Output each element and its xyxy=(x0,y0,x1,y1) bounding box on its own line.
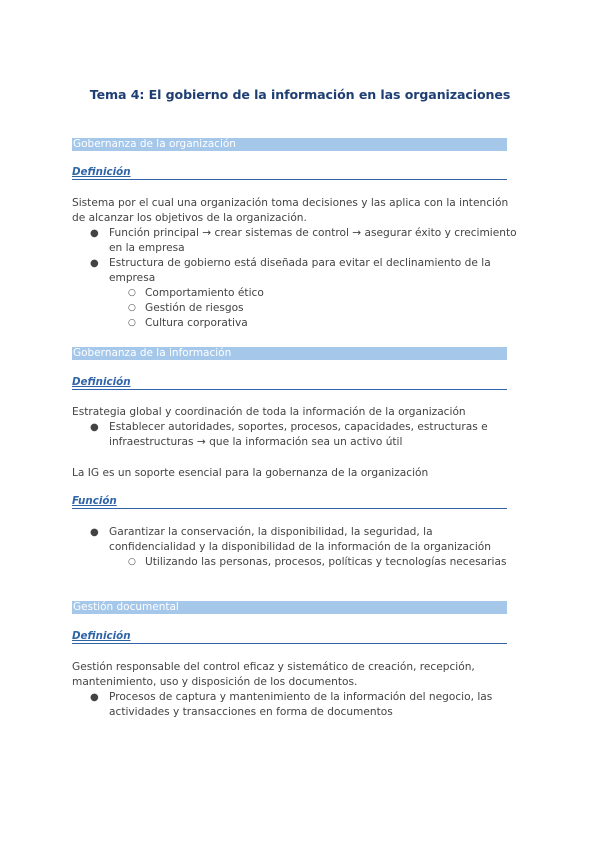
list-item-line: confidencialidad y la disponibilidad de la información de la organización xyxy=(109,541,492,553)
subheading-definicion xyxy=(72,166,507,180)
bullet-icon: ● xyxy=(90,692,99,703)
list-item-line: actividades y transacciones en forma de documentos xyxy=(109,706,393,718)
circle-bullet-icon: ○ xyxy=(128,557,136,567)
paragraph-line: La IG es un soporte esencial para la gobernanza de la organización xyxy=(72,467,429,479)
paragraph-line: de alcanzar los objetivos de la organización. xyxy=(72,212,307,224)
paragraph-line: Estrategia global y coordinación de toda la información de la organización xyxy=(72,406,466,418)
subheading-definicion xyxy=(72,630,507,644)
list-item-line: Garantizar la conservación, la disponibilidad, la seguridad, la xyxy=(109,526,433,538)
paragraph-line: Gestión responsable del control eficaz y sistemático de creación, recepción, xyxy=(72,661,475,673)
list-item-line: Procesos de captura y mantenimiento de la información del negocio, las xyxy=(109,691,493,703)
bullet-icon: ● xyxy=(90,527,99,538)
section-heading-gestion-documental: Gestión documental xyxy=(72,601,507,614)
bullet-icon: ● xyxy=(90,228,99,239)
bullet-icon: ● xyxy=(90,422,99,433)
subheading-label: Definición xyxy=(72,376,131,388)
subheading-label: Función xyxy=(72,495,117,507)
list-item-line: Función principal → crear sistemas de control → asegurar éxito y crecimiento xyxy=(109,227,517,239)
circle-bullet-icon: ○ xyxy=(128,318,136,328)
sub-list-item: Cultura corporativa xyxy=(145,317,248,329)
sub-list-item: Utilizando las personas, procesos, políticas y tecnologías necesarias xyxy=(145,556,507,568)
bullet-icon: ● xyxy=(90,258,99,269)
sub-list-item: Gestión de riesgos xyxy=(145,302,244,314)
subheading-definicion xyxy=(72,376,507,390)
subheading-label: Definición xyxy=(72,166,131,178)
circle-bullet-icon: ○ xyxy=(128,303,136,313)
subheading-label: Definición xyxy=(72,630,131,642)
page-title: Tema 4: El gobierno de la información en las organizaciones xyxy=(89,87,511,102)
section-heading-gobernanza-informacion: Gobernanza de la información xyxy=(72,347,507,360)
list-item-line: Establecer autoridades, soportes, procesos, capacidades, estructuras e xyxy=(109,421,488,433)
circle-bullet-icon: ○ xyxy=(128,288,136,298)
section-heading-gobernanza-organizacion: Gobernanza de la organización xyxy=(72,138,507,151)
sub-list-item: Comportamiento ético xyxy=(145,287,264,299)
list-item-line: empresa xyxy=(109,272,156,284)
subheading-funcion xyxy=(72,495,507,509)
paragraph-line: mantenimiento, uso y disposición de los documentos. xyxy=(72,676,358,688)
list-item-line: Estructura de gobierno está diseñada para evitar el declinamiento de la xyxy=(109,257,491,269)
list-item-line: en la empresa xyxy=(109,242,185,254)
paragraph-line: Sistema por el cual una organización toma decisiones y las aplica con la intención xyxy=(72,197,509,209)
list-item-line: infraestructuras → que la información sea un activo útil xyxy=(109,436,403,448)
